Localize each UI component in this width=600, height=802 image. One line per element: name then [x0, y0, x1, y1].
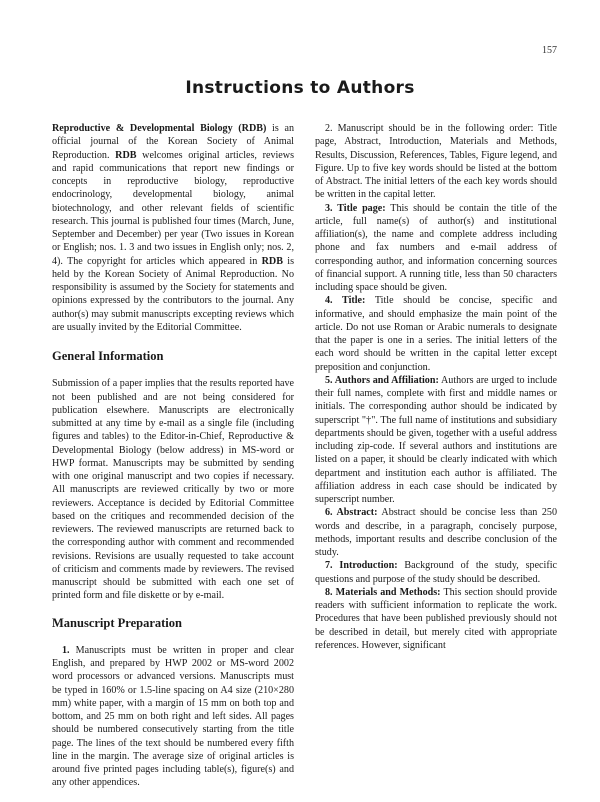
- prep-item-6-label: 6. Abstract:: [325, 507, 378, 519]
- prep-item-3-text: This should be contain the title of the article, full name(s) of author(s) and institutional affiliation(s), the name and complete address including phone and fax numbers and e-mail address of corresponding author, and information concerning sources of financial support. A running title, less than 50 characters including space should be given.: [315, 202, 558, 293]
- general-information-heading: General Information: [52, 349, 164, 363]
- page-number: 157: [542, 45, 557, 56]
- intro-text-2: welcomes original articles, reviews and rapid communications that report new findings or concepts in reproductive biology, reproductive endocrinology, developmental biology, animal biotechnology, and other relevant fields of scientific research. This journal is published four times (March, June, September and December) per year (Two issues in Korean or English; nos. 1. 3 and two issues in English only; nos. 2, 4). The copyright for articles which appeared in: [52, 149, 294, 267]
- prep-item-8-label: 8. Materials and Methods:: [325, 586, 441, 598]
- prep-item-5-text: Authors are urged to include their full names, complete with first and middle names or initials. The corresponding author should be indicated by superscript "†". The full name of institutions and subsidiary departments should be given, together with a useful address including zip-code. If several authors and institutions are listed on a paper, it should be clearly indicated with which department and institution each author is affiliated. The affiliation address in each case should be indicated by superscript number.: [315, 374, 558, 505]
- prep-item-1: [52, 644, 294, 790]
- intro-paragraph: [52, 122, 294, 334]
- prep-item-4-label: 4. Title:: [325, 295, 366, 307]
- prep-item-1-number: 1.: [62, 644, 70, 656]
- prep-item-3: [315, 202, 557, 295]
- left-column: [52, 122, 294, 790]
- intro-text-1: is an official journal of the Korean Society of Animal Reproduction.: [52, 123, 295, 161]
- right-column: [315, 122, 557, 652]
- rdb-abbrev: RDB: [115, 149, 137, 161]
- manuscript-preparation-heading: Manuscript Preparation: [52, 615, 182, 630]
- prep-item-5: [315, 374, 557, 507]
- prep-item-7-label: 7. Introduction:: [325, 560, 398, 572]
- prep-item-7-text: Background of the study, specific questions and purpose of the study should be described.: [315, 560, 557, 585]
- intro-text-3: is held by the Korean Society of Animal Reproduction. No responsibility is assumed by the Society for statements and opinions expressed by the contributors to the journal. Any author(s) may submit manuscripts excepting reviews which are usually invited by the Editorial Committee.: [52, 255, 294, 333]
- prep-item-6-text: Abstract should be concise less than 250 words and describe, in a paragraph, concisely purpose, methods, important results and describe conclusion of the study.: [315, 507, 557, 558]
- general-information-paragraph: Submission of a paper implies that the results reported have not been published and are not being considered for publication elsewhere. Manuscripts are electronically submitted at any time by e-mail as a single file (including figures and tables) to the Editor-in-Chief, Reproductive & Developmental Biology (below address) in MS-word or HWP format. Manuscripts may be submitted by sending with one original manuscript and two copies if necessary. All manuscripts are reviewed critically by two or more reviewers. Acceptance is decided by Editorial Committee based on the critiques and recommended decision of the reviewers. The reviewed manuscripts are returned back to the corresponding author with comment and recommended revisions. Revisions are usually requested to take account of criticism and comments made by reviewers. The revised manuscript should be submitted with each one set of printed form and file diskette or by e-mail.: [52, 378, 294, 602]
- prep-item-3-label: 3. Title page:: [325, 202, 386, 214]
- journal-name: Reproductive & Developmental Biology (RDB): [52, 123, 267, 134]
- prep-item-4-text: Title should be concise, specific and informative, and should emphasize the main point of the article. Do not use Roman or Arabic numerals to designate that the paper is one in a series. The initial letters of the each word should be written in the capital letter except preposition and conjunction.: [315, 295, 558, 373]
- prep-item-6: [315, 506, 557, 559]
- prep-item-2: 2. Manuscript should be in the following order: Title page, Abstract, Introduction, Materials and Methods, Results, Discussion, References, Tables, Figure legend, and Figure. Up to five key words should be listed at the bottom of Abstract. The initial letters of the each key words should be written in the capital letter.: [315, 123, 557, 201]
- rdb-abbrev-2: RDB: [261, 255, 283, 267]
- prep-item-5-label: 5. Authors and Affiliation:: [325, 374, 439, 386]
- prep-item-4: [315, 294, 557, 374]
- prep-item-8: [315, 586, 557, 652]
- prep-item-1-text: Manuscripts must be written in proper and clear English, and prepared by HWP 2002 or MS-word 2002 word processors or advanced versions. Manuscripts must be typed in 160% or 1.5-line spacing on A4 size (210×280 mm) white paper, with a margin of 15 mm on both top and bottom, and 25 mm on both right and left sides. All pages should be numbered consecutively starting from the title page. The lines of the text should be numbered every fifth line in the margin. The average size of original articles is around five printed pages including table(s), figure(s) and any other appendices.: [52, 644, 294, 789]
- prep-item-7: [315, 559, 557, 586]
- page-title: Instructions to Authors: [185, 78, 415, 98]
- prep-item-8-text: This section should provide readers with sufficient information to replicate the work. Procedures that have been published previously should not be described in detail, but merely cited with appropriate references. However, significant: [315, 586, 557, 651]
